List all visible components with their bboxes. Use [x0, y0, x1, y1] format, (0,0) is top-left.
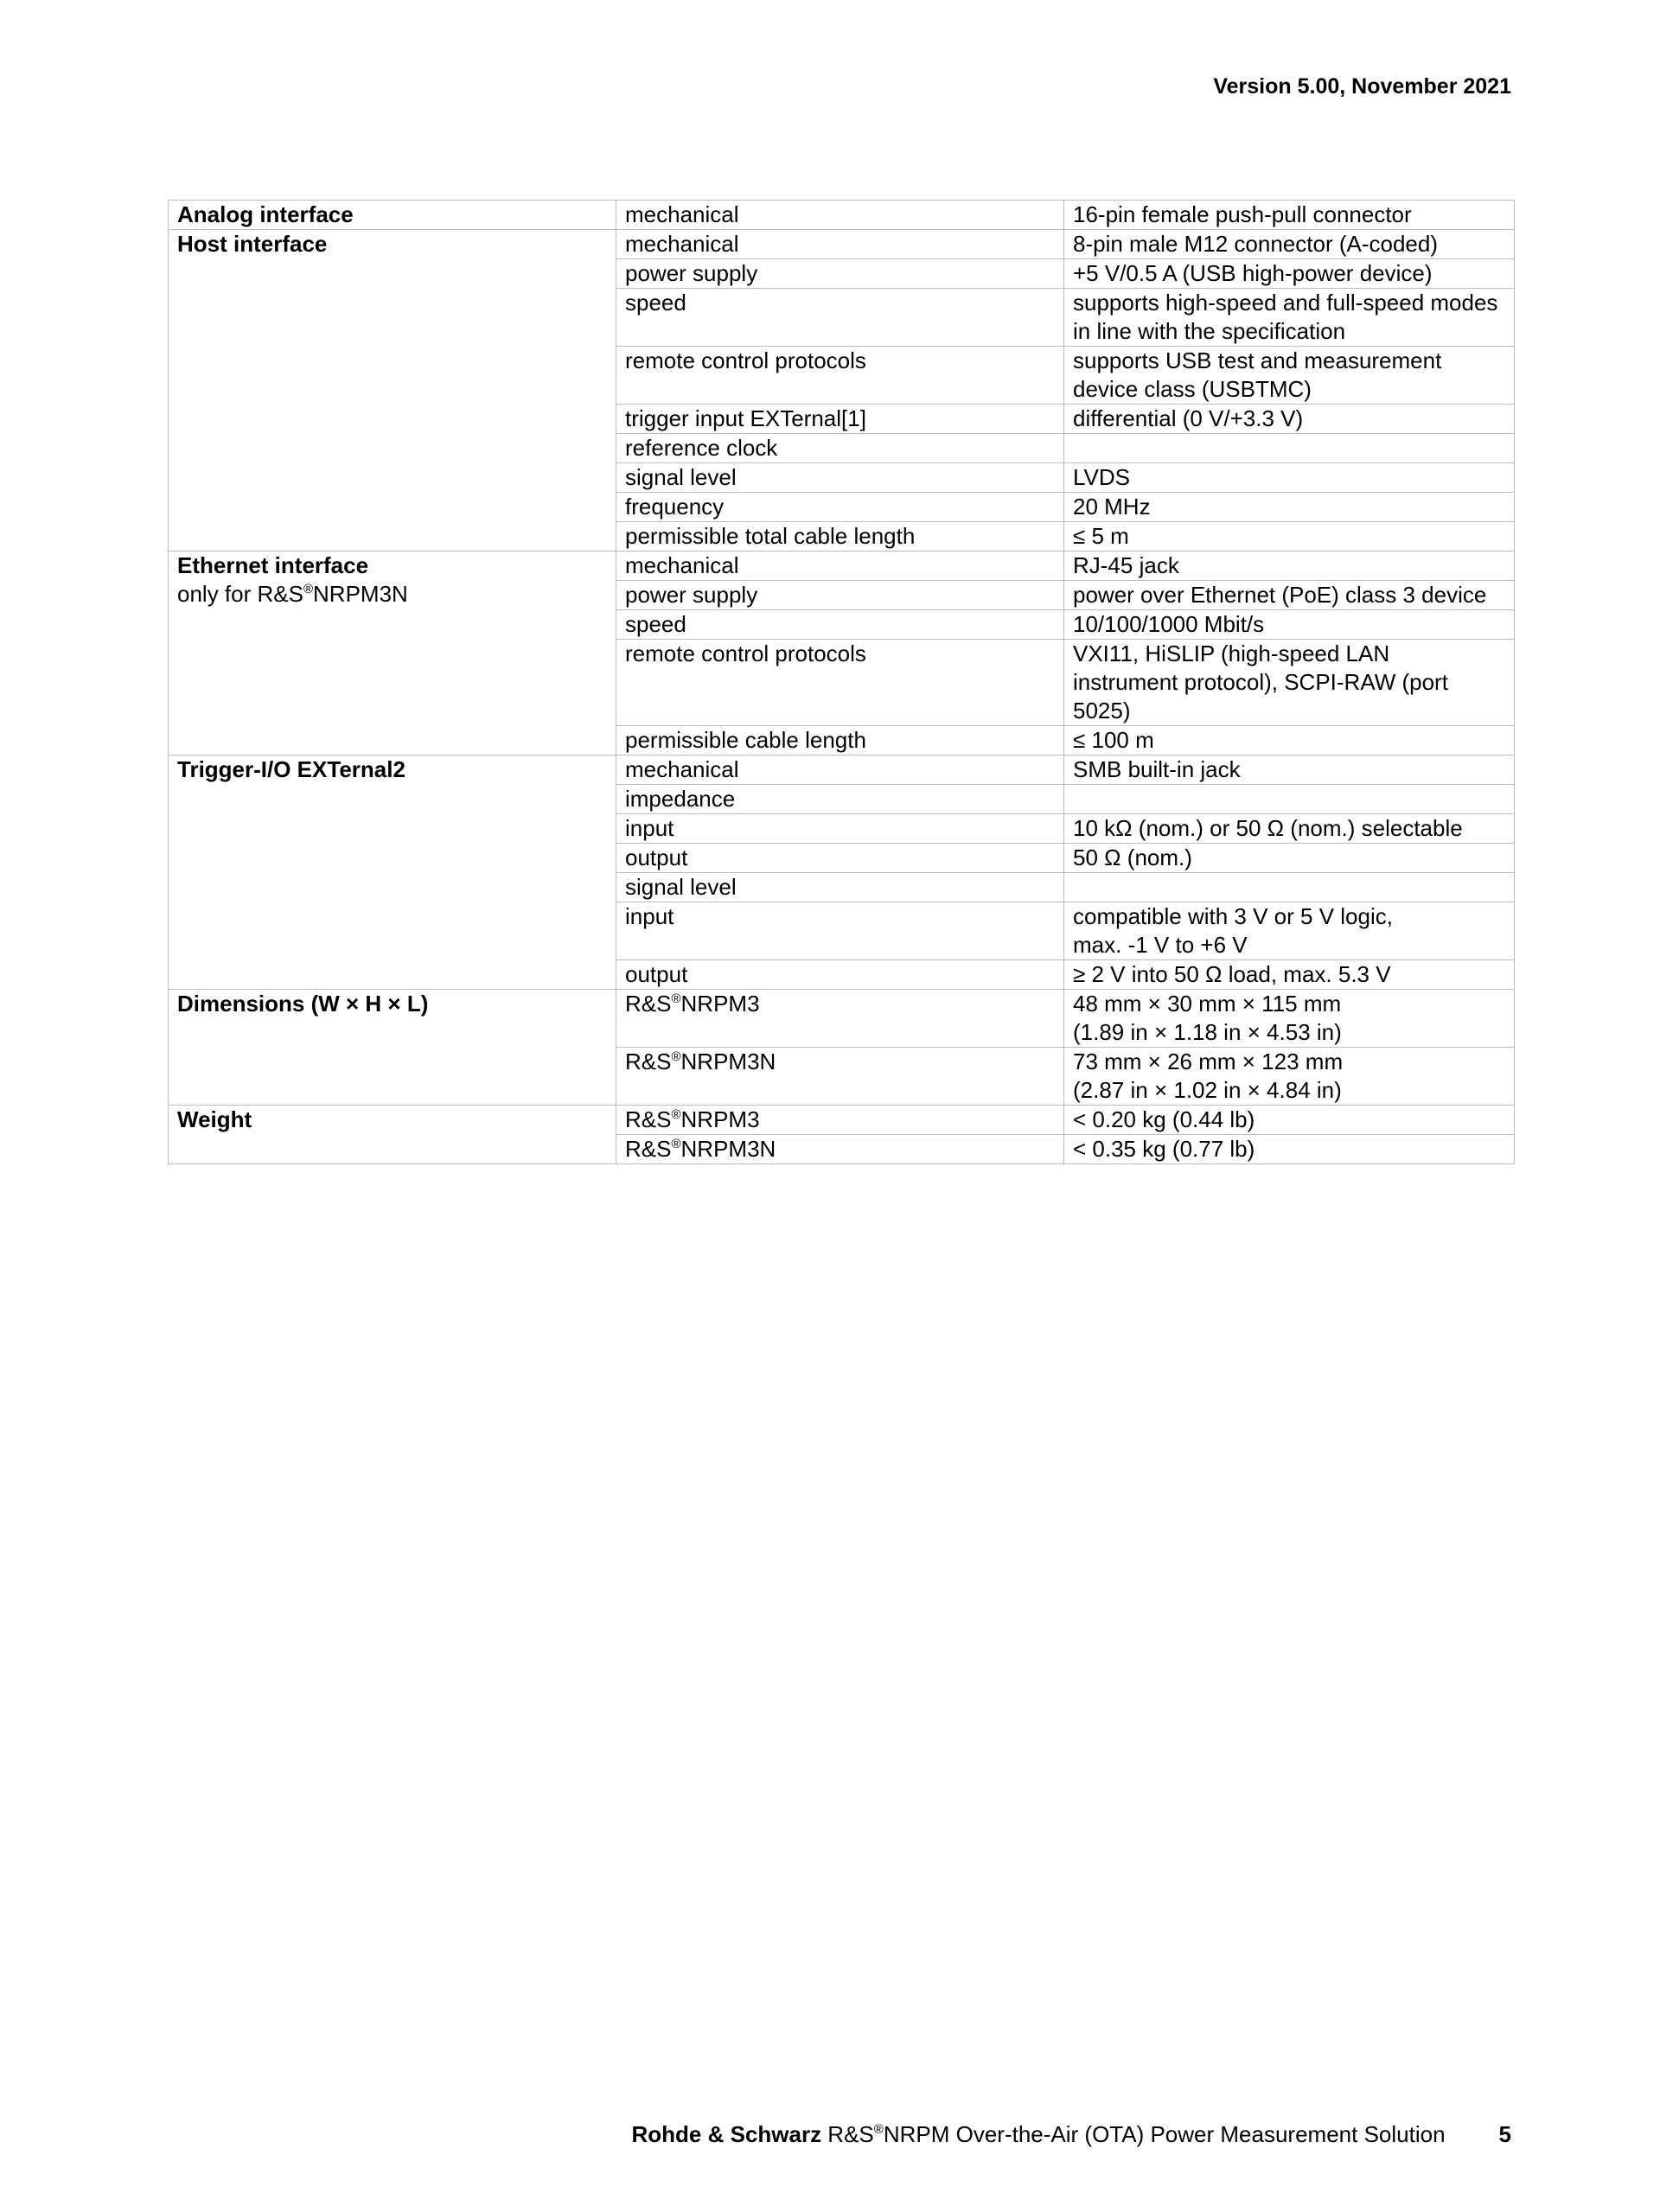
parameter-cell: mechanical [616, 201, 1064, 230]
parameter-cell: mechanical [616, 230, 1064, 259]
value-cell: < 0.20 kg (0.44 lb) [1064, 1106, 1515, 1135]
parameter-cell [616, 1048, 1064, 1106]
parameter-cell: output [616, 960, 1064, 990]
value-cell: differential (0 V/+3.3 V) [1064, 405, 1515, 434]
footer-registered-mark: ® [873, 2122, 884, 2137]
value-cell: supports high-speed and full-speed modes in line with the specification [1064, 289, 1515, 347]
category-subtitle-suffix: NRPM3N [313, 581, 408, 607]
page-number: 5 [1498, 2121, 1511, 2147]
registered-mark: ® [671, 1107, 681, 1122]
table-row [169, 990, 1515, 1048]
value-cell [1064, 873, 1515, 902]
category-title: Dimensions (W × H × L) [177, 991, 429, 1017]
category-title: Analog interface [177, 201, 354, 227]
parameter-cell: reference clock [616, 434, 1064, 463]
parameter-prefix: R&S [625, 1106, 672, 1132]
value-cell: RJ-45 jack [1064, 551, 1515, 581]
category-cell [169, 990, 616, 1106]
parameter-cell [616, 1135, 1064, 1164]
value-cell: 16-pin female push-pull connector [1064, 201, 1515, 230]
parameter-cell: speed [616, 610, 1064, 640]
category-cell [169, 551, 616, 755]
parameter-cell [616, 990, 1064, 1048]
parameter-cell: power supply [616, 259, 1064, 289]
registered-mark: ® [671, 991, 681, 1006]
value-cell: supports USB test and measurement device class (USBTMC) [1064, 347, 1515, 405]
parameter-cell: speed [616, 289, 1064, 347]
value-cell [1064, 785, 1515, 814]
registered-mark: ® [671, 1137, 681, 1151]
value-cell: 48 mm × 30 mm × 115 mm (1.89 in × 1.18 in × 4.53 in) [1064, 990, 1515, 1048]
parameter-cell: trigger input EXTernal[1] [616, 405, 1064, 434]
value-cell: VXI11, HiSLIP (high-speed LAN instrument protocol), SCPI-RAW (port 5025) [1064, 640, 1515, 726]
parameter-cell: permissible total cable length [616, 522, 1064, 551]
value-cell: 10 kΩ (nom.) or 50 Ω (nom.) selectable [1064, 814, 1515, 844]
value-cell: < 0.35 kg (0.77 lb) [1064, 1135, 1515, 1164]
parameter-cell: signal level [616, 463, 1064, 493]
parameter-cell: impedance [616, 785, 1064, 814]
category-title: Weight [177, 1106, 252, 1132]
value-cell: 8-pin male M12 connector (A-coded) [1064, 230, 1515, 259]
specifications-table-body [169, 201, 1515, 1164]
parameter-cell: remote control protocols [616, 347, 1064, 405]
document-version: Version 5.00, November 2021 [1213, 74, 1511, 99]
value-cell: ≤ 100 m [1064, 726, 1515, 755]
parameter-suffix: NRPM3N [680, 1136, 776, 1162]
value-cell [1064, 434, 1515, 463]
category-cell [169, 201, 616, 230]
parameter-cell: permissible cable length [616, 726, 1064, 755]
value-cell: 73 mm × 26 mm × 123 mm (2.87 in × 1.02 in × 4.84 in) [1064, 1048, 1515, 1106]
parameter-cell: input [616, 814, 1064, 844]
table-row [169, 755, 1515, 785]
table-row [169, 230, 1515, 259]
category-cell [169, 755, 616, 990]
category-cell [169, 1106, 616, 1164]
parameter-cell: signal level [616, 873, 1064, 902]
value-cell: ≥ 2 V into 50 Ω load, max. 5.3 V [1064, 960, 1515, 990]
value-cell: 20 MHz [1064, 493, 1515, 522]
footer-product-name: NRPM Over-the-Air (OTA) Power Measurement Solution [883, 2121, 1446, 2147]
parameter-suffix: NRPM3N [680, 1049, 776, 1074]
page-footer [631, 2120, 1511, 2149]
footer-product-prefix: R&S [821, 2121, 874, 2147]
category-cell [169, 230, 616, 551]
value-cell: +5 V/0.5 A (USB high-power device) [1064, 259, 1515, 289]
table-row [169, 1106, 1515, 1135]
parameter-prefix: R&S [625, 1136, 672, 1162]
value-cell: power over Ethernet (PoE) class 3 device [1064, 581, 1515, 610]
table-row [169, 201, 1515, 230]
category-title: Ethernet interface [177, 552, 369, 578]
specifications-table [168, 200, 1515, 1164]
parameter-cell: output [616, 844, 1064, 873]
category-title: Host interface [177, 231, 328, 257]
value-cell: 10/100/1000 Mbit/s [1064, 610, 1515, 640]
parameter-prefix: R&S [625, 991, 672, 1017]
parameter-cell: mechanical [616, 551, 1064, 581]
parameter-cell: mechanical [616, 755, 1064, 785]
value-cell: SMB built-in jack [1064, 755, 1515, 785]
parameter-cell [616, 1106, 1064, 1135]
parameter-suffix: NRPM3 [680, 1106, 760, 1132]
footer-brand: Rohde & Schwarz [631, 2121, 822, 2147]
parameter-cell: power supply [616, 581, 1064, 610]
parameter-cell: remote control protocols [616, 640, 1064, 726]
parameter-prefix: R&S [625, 1049, 672, 1074]
table-row [169, 551, 1515, 581]
category-subtitle [177, 580, 607, 609]
parameter-cell: input [616, 902, 1064, 960]
value-cell: compatible with 3 V or 5 V logic, max. -1 V to +6 V [1064, 902, 1515, 960]
value-cell: 50 Ω (nom.) [1064, 844, 1515, 873]
parameter-suffix: NRPM3 [680, 991, 760, 1017]
value-cell: ≤ 5 m [1064, 522, 1515, 551]
value-cell: LVDS [1064, 463, 1515, 493]
parameter-cell: frequency [616, 493, 1064, 522]
category-subtitle-prefix: only for R&S [177, 581, 303, 607]
registered-mark: ® [303, 582, 314, 596]
category-title: Trigger-I/O EXTernal2 [177, 756, 405, 782]
registered-mark: ® [671, 1049, 681, 1064]
